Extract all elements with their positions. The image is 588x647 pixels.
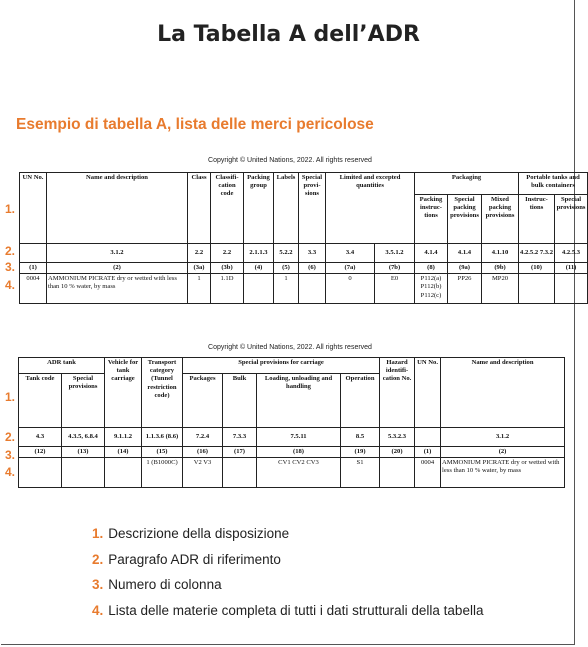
col-number-cell: (3a) [188,263,211,274]
header-un-no: UN No. [20,173,47,244]
adr-table-part-1 [19,172,588,304]
col-number-cell: (2) [47,263,188,274]
table-row [20,274,588,304]
data-cell: P112(a) P112(b) P112(c) [415,274,448,304]
col-number-cell: (17) [223,447,257,458]
column-number-row [20,263,588,274]
legend-item [92,526,483,552]
legend-item [92,552,483,578]
header-adr-tank: ADR tank [19,358,105,374]
ref-cell: 2.2 [188,244,211,263]
ref-cell: 4.1.4 [415,244,448,263]
adr-table-part-2 [18,357,565,488]
header-portable-tanks: Portable tanks and bulk containers [519,173,588,195]
col-number-cell: (20) [380,447,415,458]
data-cell: CV1 CV2 CV3 [257,458,341,488]
section-subtitle: Esempio di tabella A, lista delle merci pericolose [16,116,374,133]
ref-cell: 3.5.1.2 [375,244,415,263]
copyright-notice-2: Copyright © United Nations, 2022. All rights reserved [208,344,372,351]
col-number-cell: (7b) [375,263,415,274]
ref-cell: 4.3 [19,428,62,447]
header-loading: Loading, unloading and handling [257,374,341,428]
legend-item [92,603,483,629]
data-cell [62,458,105,488]
col-number-cell: (18) [257,447,341,458]
header-special-provisions: Special provi-sions [299,173,326,244]
ref-cell: 5.3.2.3 [380,428,415,447]
header-name: Name and description [47,173,188,244]
header-limited-quantities: Limited and excepted quantities [326,173,415,244]
col-number-cell: (10) [519,263,555,274]
ref-cell: 1.1.3.6 (8.6) [142,428,183,447]
ref-cell: 4.2.5.3 [555,244,588,263]
header-classification-code: Classifi-cation code [211,173,244,244]
col-number-cell: (2) [441,447,565,458]
col-number-cell: (4) [244,263,274,274]
ref-cell: 4.1.4 [448,244,482,263]
legend-text: Paragrafo ADR di riferimento [108,551,281,567]
ref-cell: 7.3.3 [223,428,257,447]
data-cell [19,458,62,488]
data-cell: 0004 [415,458,441,488]
data-cell [299,274,326,304]
ref-cell: 3.4 [326,244,375,263]
legend-item [92,577,483,603]
header-packing-group: Packing group [244,173,274,244]
data-cell [244,274,274,304]
header-special-packing: Special packing provisions [448,195,482,244]
data-cell: MP20 [482,274,519,304]
row-marker-3: 3. [5,260,16,274]
header-special-carriage: Special provisions for carriage [183,358,380,374]
page-title: La Tabella A dell’ADR [157,22,420,47]
ref-cell [415,428,441,447]
header-packages: Packages [183,374,223,428]
data-cell: 1 [188,274,211,304]
col-number-cell: (19) [341,447,380,458]
col-number-cell: (9a) [448,263,482,274]
header-tank-code: Tank code [19,374,62,428]
legend-number: 2. [92,551,104,567]
data-cell: 0 [326,274,375,304]
ref-cell: 7.5.11 [257,428,341,447]
col-number-cell: (3b) [211,263,244,274]
data-cell: 1 [274,274,299,304]
ref-cell: 4.3.5, 6.8.4 [62,428,105,447]
col-number-cell: (11) [555,263,588,274]
data-cell: 0004 [20,274,47,304]
header-row [20,173,588,195]
ref-cell: 7.2.4 [183,428,223,447]
data-cell [105,458,142,488]
legend-number: 4. [92,602,104,618]
data-cell: S1 [341,458,380,488]
data-cell [519,274,555,304]
col-number-cell: (8) [415,263,448,274]
header-tank-special-provisions: Special provisions [555,195,588,244]
header-transport-category: Transport category (Tunnel restriction code) [142,358,183,428]
legend-text: Descrizione della disposizione [108,526,290,541]
col-number-cell: (12) [19,447,62,458]
row-marker-4: 4. [5,465,16,479]
header-packing-instructions: Packing instruc-tions [415,195,448,244]
ref-cell: 3.1.2 [441,428,565,447]
row-marker-2: 2. [5,430,16,444]
ref-cell: 9.1.1.2 [105,428,142,447]
header-tank-instructions: Instruc-tions [519,195,555,244]
header-un-no: UN No. [415,358,441,428]
ref-cell: 2.1.1.3 [244,244,274,263]
data-cell: AMMONIUM PICRATE dry or wetted with less than 10 % water, by mass [441,458,565,488]
reference-row [19,428,565,447]
copyright-notice-1: Copyright © United Nations, 2022. All rights reserved [208,157,372,164]
header-bulk: Bulk [223,374,257,428]
ref-cell: 3.3 [299,244,326,263]
header-class: Class [188,173,211,244]
legend-text: Numero di colonna [108,577,222,592]
column-number-row [19,447,565,458]
ref-cell [20,244,47,263]
legend-list [92,526,483,628]
data-cell: AMMONIUM PICRATE dry or wetted with less than 10 % water, by mass [47,274,188,304]
row-marker-2: 2. [5,244,16,258]
legend-number: 1. [92,526,104,541]
header-name: Name and description [441,358,565,428]
reference-row [20,244,588,263]
data-cell [380,458,415,488]
header-labels: Labels [274,173,299,244]
row-marker-1: 1. [5,390,16,404]
data-cell: E0 [375,274,415,304]
col-number-cell: (9b) [482,263,519,274]
data-cell: 1 (B1000C) [142,458,183,488]
row-marker-1: 1. [5,202,16,216]
header-packaging: Packaging [415,173,519,195]
row-marker-3: 3. [5,448,16,462]
ref-cell: 4.1.10 [482,244,519,263]
table-row [19,458,565,488]
col-number-cell: (14) [105,447,142,458]
data-cell [555,274,588,304]
data-cell [223,458,257,488]
col-number-cell: (15) [142,447,183,458]
data-cell: PP26 [448,274,482,304]
header-hazard-id: Hazard identifi-cation No. [380,358,415,428]
ref-cell: 4.2.5.2 7.3.2 [519,244,555,263]
data-cell: 1.1D [211,274,244,304]
col-number-cell: (5) [274,263,299,274]
legend-text: Lista delle materie completa di tutti i dati strutturali della tabella [108,602,484,618]
ref-cell: 2.2 [211,244,244,263]
ref-cell: 5.2.2 [274,244,299,263]
row-marker-4: 4. [5,278,16,292]
col-number-cell: (6) [299,263,326,274]
data-cell: V2 V3 [183,458,223,488]
header-operation: Operation [341,374,380,428]
col-number-cell: (7a) [326,263,375,274]
legend-number: 3. [92,577,104,592]
header-vehicle: Vehicle for tank carriage [105,358,142,428]
header-tank-special-provisions: Special provisions [62,374,105,428]
header-row [19,358,565,374]
col-number-cell: (16) [183,447,223,458]
ref-cell: 8.5 [341,428,380,447]
col-number-cell: (13) [62,447,105,458]
header-mixed-packing: Mixed packing provisions [482,195,519,244]
col-number-cell: (1) [20,263,47,274]
ref-cell: 3.1.2 [47,244,188,263]
col-number-cell: (1) [415,447,441,458]
